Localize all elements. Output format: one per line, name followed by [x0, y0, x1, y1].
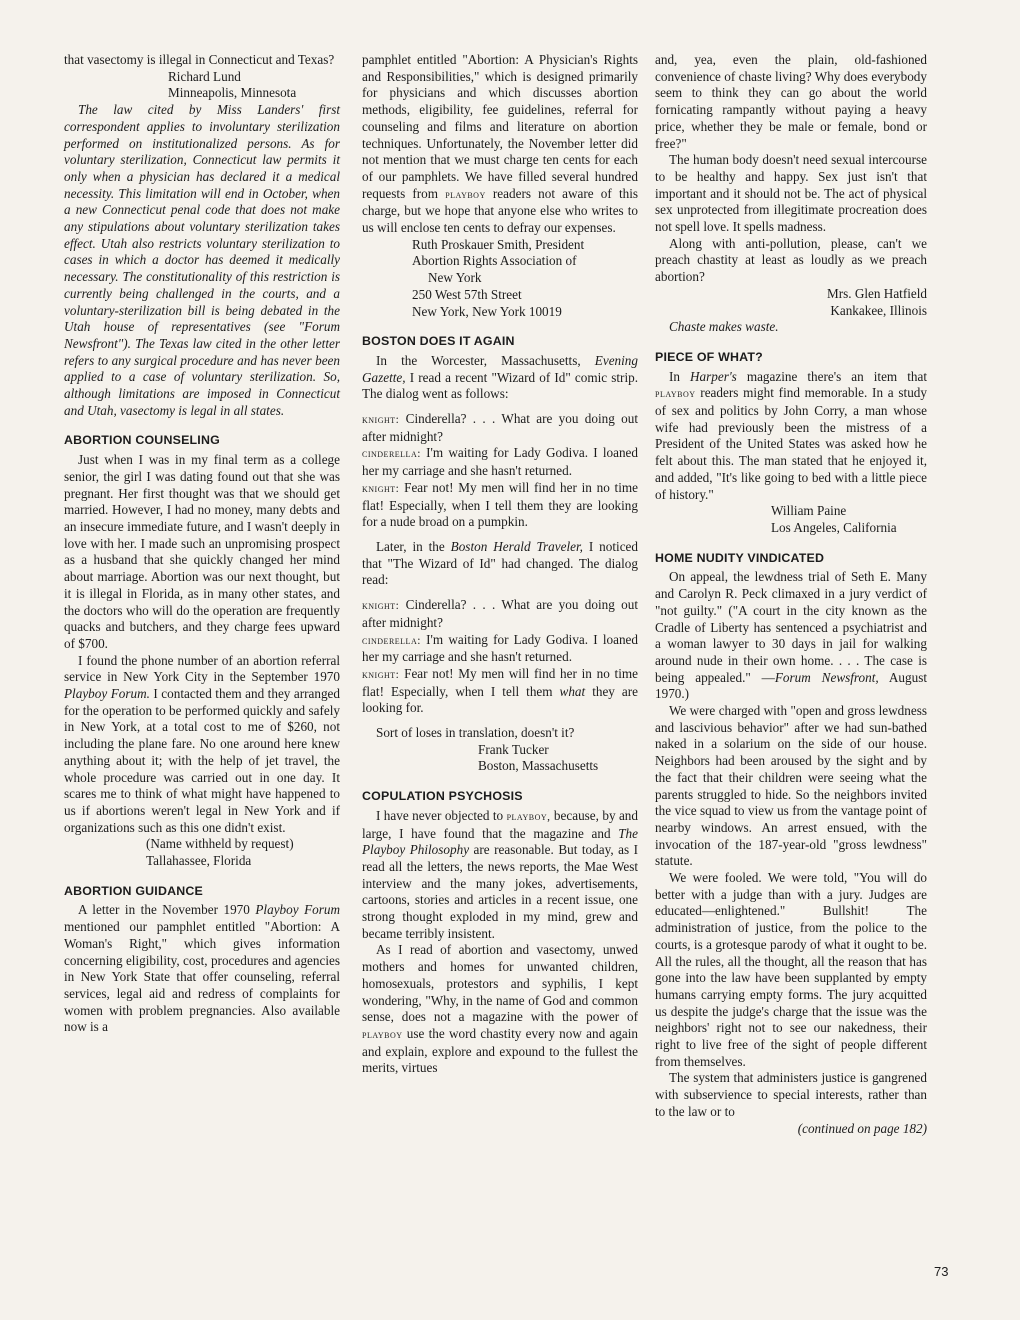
paragraph: The human body doesn't need sexual intercourse to be healthy and happy. Sex just isn't that important and it should not be. The act of physical sex unprotected from illegitimate procreation does not spell love. It spells madness.: [655, 152, 927, 235]
column-right: [655, 52, 927, 1137]
paragraph: As I read of abortion and vasectomy, unwed mothers and homes for unwanted children, homosexuals, protestors and syphilis, I kept wondering, "Why, in the name of God and common sense, does not a magazine with the power of playboy use the word chastity every now and again and explain, explore and expound to the fullest the merits, virtues: [362, 942, 638, 1076]
signature-line: Ruth Proskauer Smith, President: [412, 236, 585, 252]
signature-place: Minneapolis, Minnesota: [168, 85, 297, 101]
signature-line: New York: [428, 270, 482, 286]
paragraph: On appeal, the lewdness trial of Seth E. Many and Carolyn R. Peck climaxed in a jury verdict of "not guilty." ("A court in the city known as the Cradle of Liberty has sentenced a psychiatrist and a woman lawyer to 30 days in jail for walking around nude in their own home. . . . The case is being appealed." —Forum Newsfront, August 1970.): [655, 569, 928, 702]
dialog-line: knight: Fear not! My men will find her in no time flat! Especially, when I tell them what they are looking for.: [362, 665, 638, 716]
dialog-original: [362, 411, 638, 531]
signature-line: New York, New York 10019: [412, 303, 562, 319]
paragraph: We were charged with "open and gross lewdness and lascivious behavior" after we had sun-bathed naked in a solarium on the side of our house. Neighbors had been aroused by the sight and by the fact that their children were seeing what the parents struggled to hide. So the neighbors invited the vice squad to view us from the vantage point of nearby windows. An arrest ensued, with the invocation of the 187-year-old "gross lewdness" statute.: [655, 703, 927, 869]
signature-place: Boston, Massachusetts: [478, 758, 599, 774]
dialog-line: knight: Cinderella? . . . What are you doing out after midnight?: [362, 411, 638, 444]
paragraph: Just when I was in my final term as a college senior, the girl I was dating found out that she was pregnant. Her first thought was that we should get married. However, I had no money, many debts and an insecure immediate future, and I wasn't deeply in love with her. I made such an unpromising prospect as a husband that she quickly changed her mind about marriage. Abortion was our next thought, but it is illegal in Florida, as in many other states, and the doctors who will do the operation are frequently quacks and butchers, and they charge fees upward of $700.: [64, 452, 340, 651]
section-heading-piece-of-what: PIECE OF WHAT?: [655, 349, 763, 364]
signature-name: William Paine: [771, 503, 847, 519]
paragraph: and, yea, even the plain, old-fashioned convenience of chaste living? Why does everybody seem to think they can go about the world fornicating rampantly without paying a heavy price, whether they be male or female, bond or free?": [655, 52, 927, 151]
paragraph: A letter in the November 1970 Playboy Forum mentioned our pamphlet entitled "Abortion: A Woman's Right," which gives information concerning eligibility, cost, procedures and agencies in New York State that offer counseling, referral services, legal aid and redress of complaints for women with problem pregnancies. Also available now is a: [64, 902, 340, 1035]
paragraph: The system that administers justice is gangrened with subservience to special interests, rather than to the law or to: [655, 1070, 927, 1119]
paragraph: We were fooled. We were told, "You will do better with a judge than with a jury. Judges are educated—enlightened." Bullshit! The administration of justice, from the police to the courts, is a grotesque parody of what it ought to be. All the rules, all the thought, all the reason that has gone into the law have been supplanted by empty humans carrying empty forms. The jury acquitted us despite the judge's charge that the issue was the neighbors' right not to see our nakedness, their right to live free of the sight of people different from themselves.: [655, 870, 927, 1069]
editor-reply: Chaste makes waste.: [669, 319, 779, 335]
paragraph: In the Worcester, Massachusetts, Evening Gazette, I read a recent "Wizard of Id" comic strip. The dialog went as follows:: [362, 352, 638, 402]
paragraph: I found the phone number of an abortion referral service in New York City in the September 1970 Playboy Forum. I contacted them and they arranged for the operation to be performed quickly and safely in New York, at a total cost to me of $260, not including the plane fare. No one around here knew anything about it; with the help of jet travel, the whole procedure was carried out in one day. It scares me to think of what might have happened to us if abortions weren't legal in New York and if organizations such as this one didn't exist.: [64, 652, 341, 835]
continued-note: (continued on page 182): [797, 1120, 927, 1136]
signature-line: Abortion Rights Association of: [412, 253, 577, 269]
dialog-line: knight: Cinderella? . . . What are you doing out after midnight?: [362, 597, 638, 630]
signature-name: (Name withheld by request): [146, 836, 294, 852]
section-heading-boston: BOSTON DOES IT AGAIN: [362, 334, 515, 349]
paragraph: pamphlet entitled "Abortion: A Physician's Rights and Responsibilities," which is designed primarily for physicians and which discusses abortion methods, eligibility, fee guidelines, referral for counseling and films and literature on abortion techniques. Unfortunately, the November letter did not mention that we must charge ten cents for each of our pamphlets. We have filled several hundred requests from playboy readers not aware of this charge, but we hope that anyone else who writes to us will enclose ten cents to defray our expenses.: [362, 52, 638, 236]
signature-place: Tallahassee, Florida: [146, 853, 252, 869]
paragraph: I have never objected to playboy, because, by and large, I have found that the magazine and The Playboy Philosophy are reasonable. But today, as I read all the letters, the news reports, the Mae West interview and the many jokes, advertisements, cartoons, stories and articles in a recent issue, one strong thought exploded in my mind, grew and became terribly insistent.: [362, 807, 638, 941]
page-number: 73: [934, 1264, 949, 1279]
column-middle: [362, 52, 638, 1077]
dialog-line: cinderella: I'm waiting for Lady Godiva. I loaned her my carriage and she hasn't returned.: [362, 445, 638, 479]
paragraph: Later, in the Boston Herald Traveler, I noticed that "The Wizard of Id" had changed. The dialog read:: [362, 538, 638, 588]
signature-place: Kankakee, Illinois: [830, 302, 927, 318]
signature-name: Mrs. Glen Hatfield: [827, 285, 927, 301]
letter-intro: that vasectomy is illegal in Connecticut and Texas?: [64, 52, 335, 67]
paragraph: Sort of loses in translation, doesn't it?: [376, 725, 575, 741]
section-heading-abortion-counseling: ABORTION COUNSELING: [64, 433, 220, 448]
dialog-line: knight: Fear not! My men will find her in no time flat! Especially, when I tell them they are looking for a nude broad on a pumpkin.: [362, 479, 638, 530]
column-left: [64, 52, 340, 1036]
paragraph: In Harper's magazine there's an item that playboy readers might find memorable. In a study of sex and politics by John Corry, a man whose wife had previously been the mistress of a President of the United States was asked how he felt about this. The man stated that he enjoyed it, and added, "It's like going to bed with a little piece of history.": [655, 368, 927, 502]
section-heading-copulation: COPULATION PSYCHOSIS: [362, 789, 523, 804]
paragraph: Along with anti-pollution, please, can't we preach chastity at least as loudly as we preach abortion?: [655, 235, 927, 285]
signature-line: 250 West 57th Street: [412, 286, 522, 302]
section-heading-home-nudity: HOME NUDITY VINDICATED: [655, 550, 825, 565]
section-heading-abortion-guidance: ABORTION GUIDANCE: [64, 883, 204, 898]
signature-name: Richard Lund: [168, 68, 241, 84]
dialog-line: cinderella: I'm waiting for Lady Godiva. I loaned her my carriage and she hasn't returned.: [362, 631, 638, 665]
signature-place: Los Angeles, California: [771, 519, 897, 535]
editor-reply: The law cited by Miss Landers' first correspondent applies to involuntary sterilization performed on institutionalized persons. As for voluntary sterilization, Connecticut law permits it only when a physician has declared it a medical necessity. This limitation will end in October, when a new Connecticut penal code that does not make any stipulations about voluntary sterilization takes effect. Utah also restricts voluntary sterilization to cases in which a doctor has deemed it medically necessary. The constitutionality of this restriction is currently being challenged in the courts, and a voluntary-sterilization bill is being debated in the Utah house of representatives (see "Forum Newsfront"). The Texas law cited in the other letter refers to any surgical procedure and has never been applied to a case of voluntary sterilization. So, although limitations are imposed in Connecticut and Utah, vasectomy is legal in all states.: [64, 102, 340, 418]
signature-name: Frank Tucker: [478, 741, 549, 757]
dialog-changed: [362, 597, 638, 717]
